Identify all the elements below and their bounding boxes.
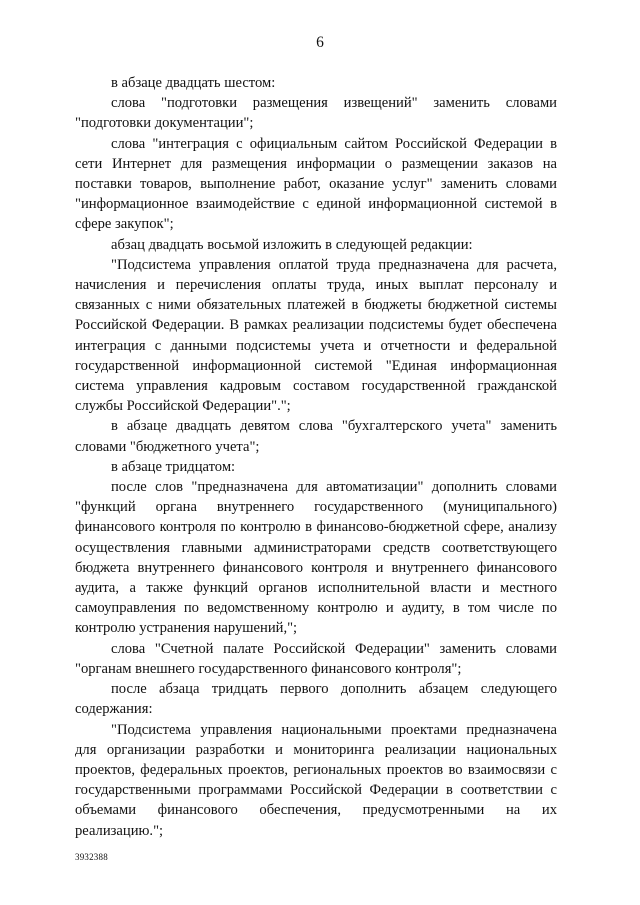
- document-body: [75, 73, 557, 841]
- paragraph-add-control-functions: после слов "предназначена для автоматизации" дополнить словами "функций органа внутреннего государственного (муниципального) финансового контроля по контролю в финансово-бюджетной сфере, анализу осуществления главными администраторами средств соответствующего бюджета внутреннего финансового контроля и внутреннего финансового аудита, а также функций органов исполнительной власти и местного самоуправления по ведомственному контролю и аудиту, в том числе по контролю устранения нарушений,";: [75, 479, 557, 637]
- paragraph-payroll-subsystem: "Подсистема управления оплатой труда предназначена для расчета, начисления и перечисления оплаты труда, иных выплат персоналу и связанных с ними обязательных платежей в бюджеты бюджетной системы Российской Федерации. В рамках реализации подсистемы будет обеспечена интеграция с данными подсистемы учета и отчетности и федеральной государственной информационной системой "Единая информационная система управления кадровым составом государственной гражданской службы Российской Федерации".";: [75, 256, 557, 415]
- paragraph-replace-integration: слова "интеграция с официальным сайтом Российской Федерации в сети Интернет для размещения информации о размещении заказов на поставки товаров, выполнение работ, оказание услуг" заменить словами "информационное взаимодействие с единой информационной системой в сфере закупок";: [75, 135, 557, 233]
- paragraph-replace-audit-chamber: слова "Счетной палате Российской Федерации" заменить словами "органам внешнего государственного финансового контроля";: [75, 640, 557, 677]
- paragraph-amend-28: абзац двадцать восьмой изложить в следующей редакции:: [111, 236, 473, 253]
- paragraph-national-projects-subsystem: "Подсистема управления национальными проектами предназначена для организации разработки и мониторинга реализации национальных проектов, федеральных проектов, региональных проектов во взаимосвязи с государственными программами Российской Федерации в соответствии с объемами финансового обеспечения, предусмотренными на их реализацию.";: [75, 721, 557, 839]
- document-code: 3932388: [75, 852, 108, 862]
- paragraph-amend-29: в абзаце двадцать девятом слова "бухгалтерского учета" заменить словами "бюджетного учета";: [75, 418, 557, 455]
- paragraph-amend-26: в абзаце двадцать шестом:: [111, 75, 276, 91]
- page-number: 6: [316, 34, 324, 51]
- paragraph-add-after-31: после абзаца тридцать первого дополнить абзацем следующего содержания:: [75, 681, 557, 718]
- paragraph-amend-30: в абзаце тридцатом:: [111, 458, 236, 475]
- paragraph-replace-notices: слова "подготовки размещения извещений" заменить словами "подготовки документации";: [75, 95, 557, 132]
